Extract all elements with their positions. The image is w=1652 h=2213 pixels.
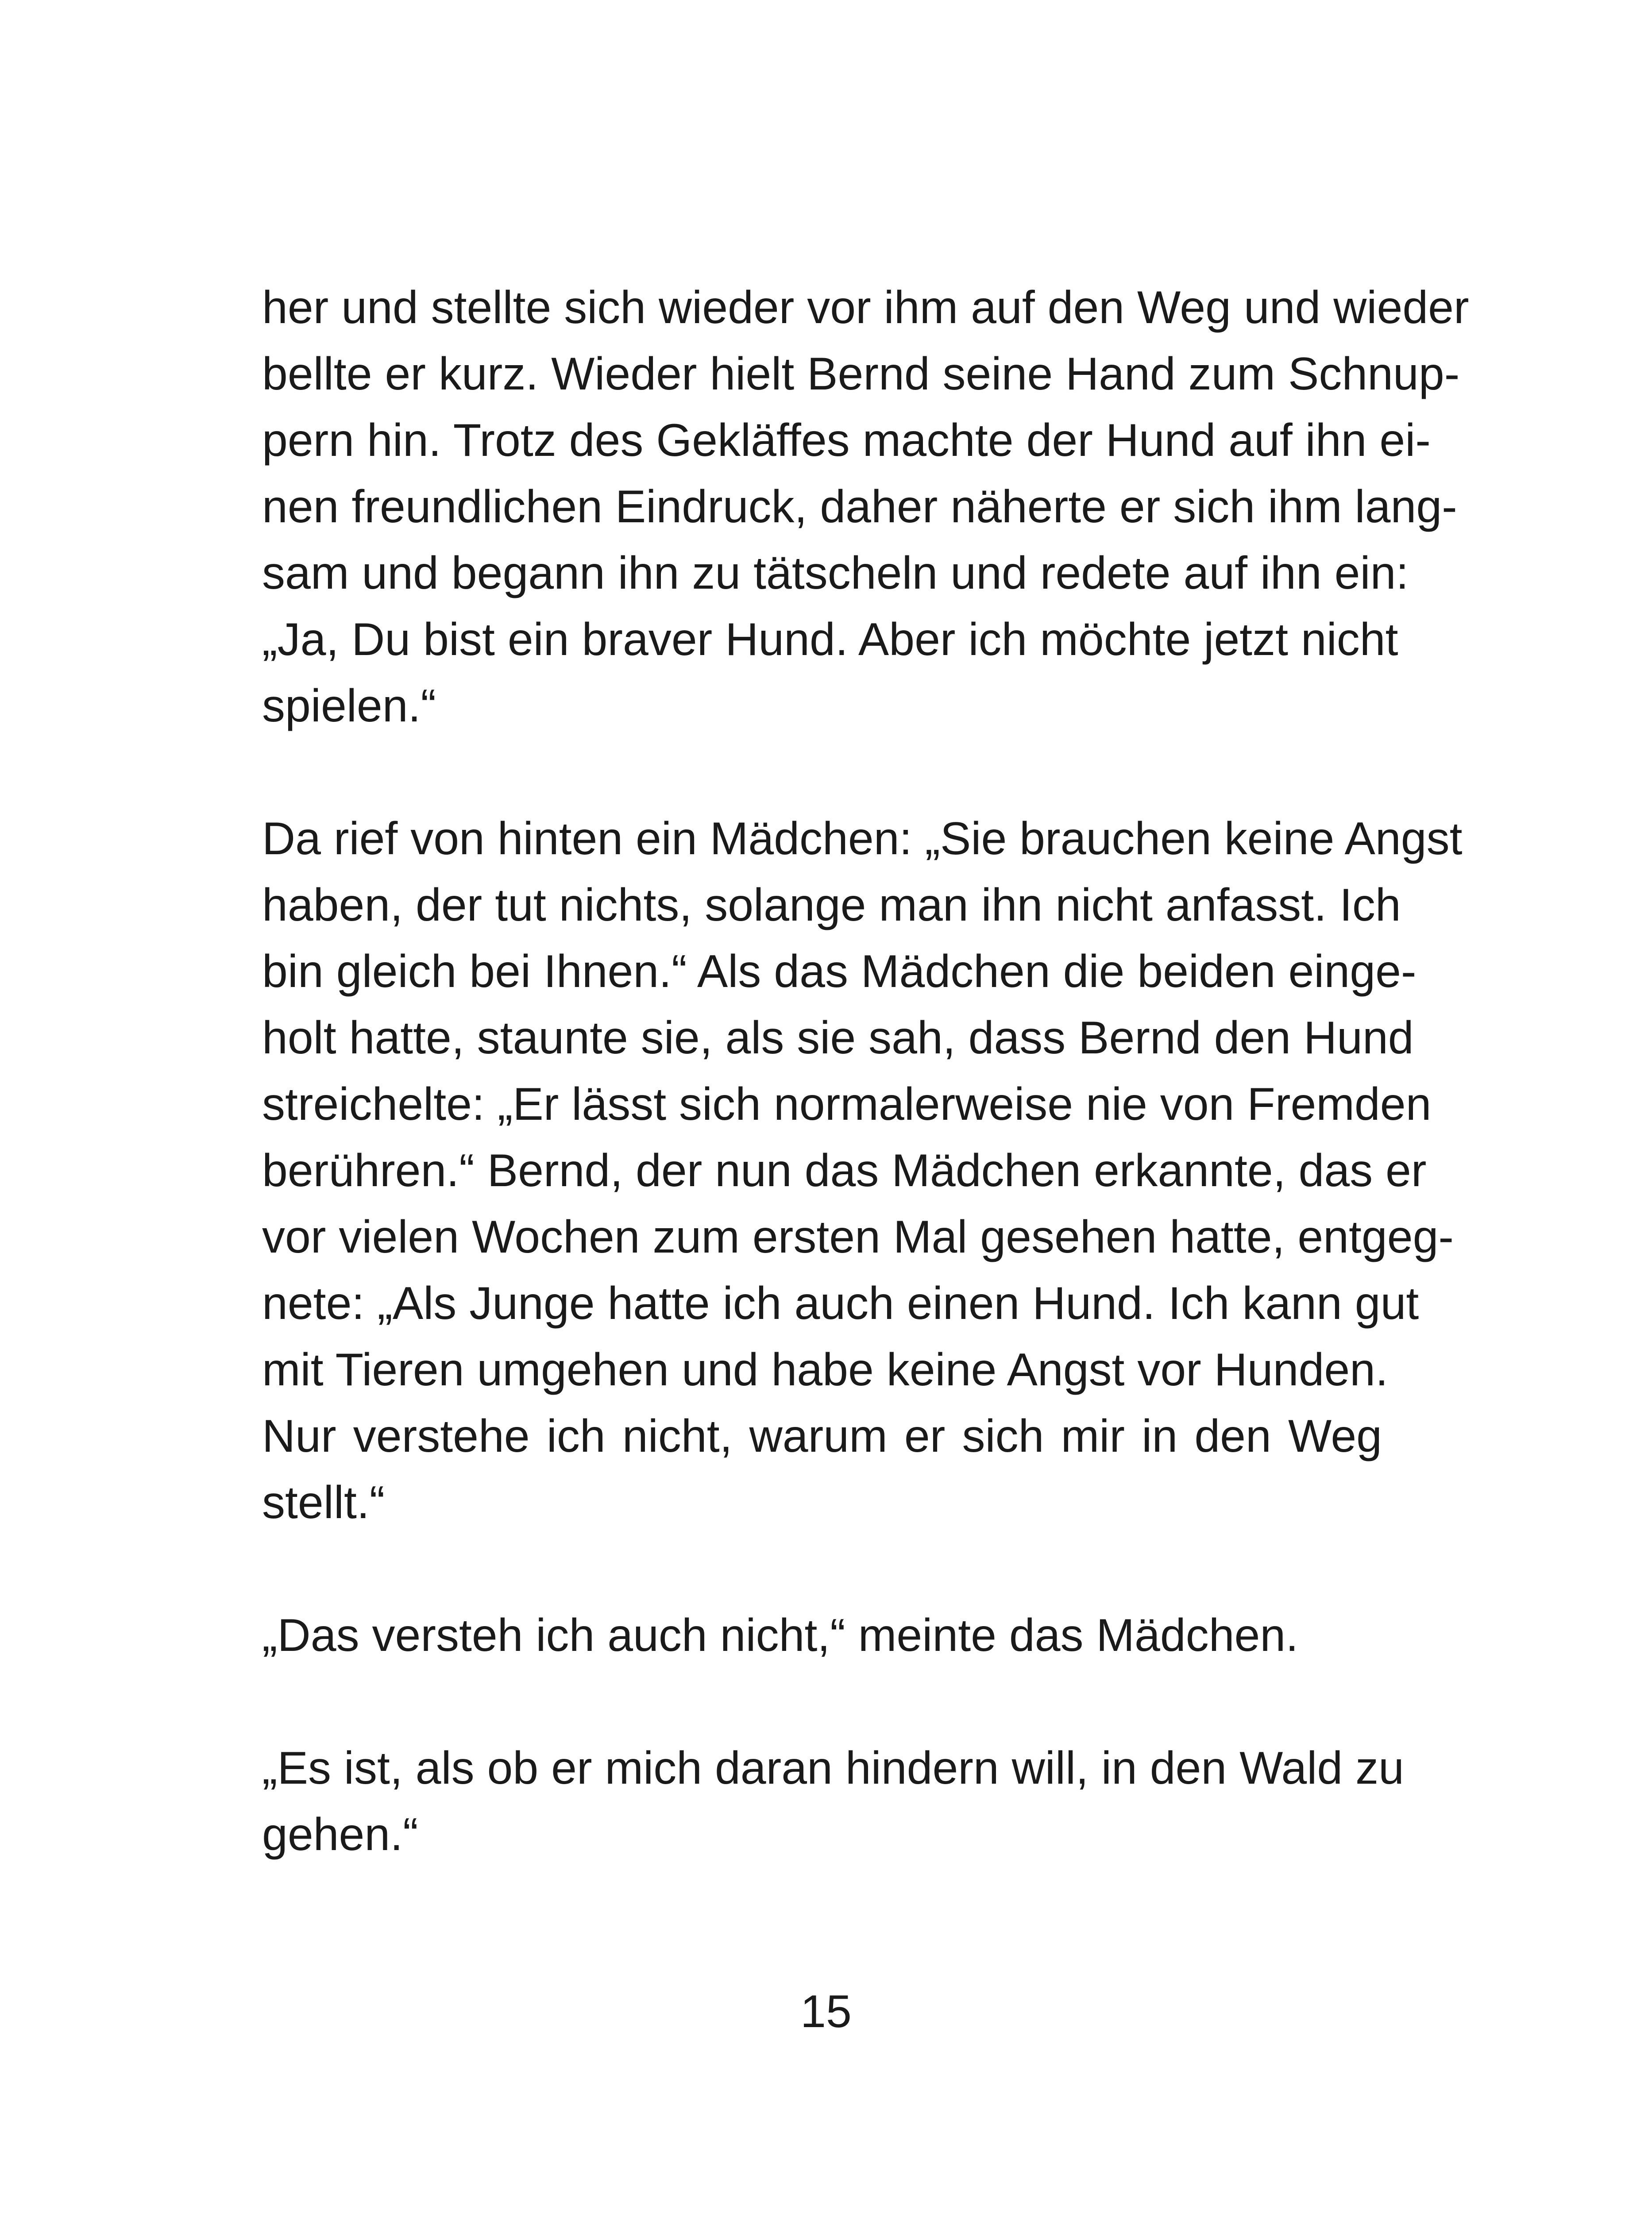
text-line: sam und begann ihn zu tätscheln und redete auf ihn ein: xyxy=(262,547,1409,599)
paragraph-4 xyxy=(262,1735,1404,1868)
text-line: pern hin. Trotz des Gekläffes machte der Hund auf ihn ei- xyxy=(262,415,1431,466)
text-line: stellt.“ xyxy=(262,1477,385,1528)
text-line: berühren.“ Bernd, der nun das Mädchen erkannte, das er xyxy=(262,1145,1427,1196)
text-line: Da rief von hinten ein Mädchen: „Sie brauchen keine Angst xyxy=(262,813,1463,864)
text-line: Nur verstehe ich nicht, warum er sich mir in den Weg xyxy=(262,1411,1382,1462)
text-line: bin gleich bei Ihnen.“ Als das Mädchen die beiden einge- xyxy=(262,946,1417,997)
text-line: nen freundlichen Eindruck, daher näherte er sich ihm lang- xyxy=(262,481,1457,532)
text-line: her und stellte sich wieder vor ihm auf den Weg und wieder xyxy=(262,282,1469,333)
text-line: bellte er kurz. Wieder hielt Bernd seine Hand zum Schnup- xyxy=(262,348,1460,400)
text-line: „Es ist, als ob er mich daran hindern will, in den Wald zu xyxy=(262,1743,1404,1794)
paragraph-gap xyxy=(262,739,1382,806)
text-line: „Das versteh ich auch nicht,“ meinte das Mädchen. xyxy=(262,1610,1299,1661)
text-line: vor vielen Wochen zum ersten Mal gesehen hatte, entgeg- xyxy=(262,1211,1454,1263)
paragraph-gap xyxy=(262,1536,1382,1602)
page-number: 15 xyxy=(800,1986,852,2037)
paragraph-3 xyxy=(262,1602,1382,1669)
text-line: nete: „Als Junge hatte ich auch einen Hund. Ich kann gut xyxy=(262,1278,1419,1329)
paragraph-gap xyxy=(262,1669,1382,1735)
text-line: mit Tieren umgehen und habe keine Angst vor Hunden. xyxy=(262,1344,1388,1396)
paragraph-2 xyxy=(262,806,1463,1536)
text-line: spielen.“ xyxy=(262,680,436,732)
body-text xyxy=(262,274,1469,1868)
text-line: haben, der tut nichts, solange man ihn nicht anfasst. Ich xyxy=(262,879,1401,931)
paragraph-1 xyxy=(262,274,1469,739)
text-line: „Ja, Du bist ein braver Hund. Aber ich möchte jetzt nicht xyxy=(262,614,1398,665)
text-line: gehen.“ xyxy=(262,1809,418,1860)
text-line: holt hatte, staunte sie, als sie sah, dass Bernd den Hund xyxy=(262,1012,1414,1064)
text-line: streichelte: „Er lässt sich normalerweise nie von Fremden xyxy=(262,1079,1432,1130)
